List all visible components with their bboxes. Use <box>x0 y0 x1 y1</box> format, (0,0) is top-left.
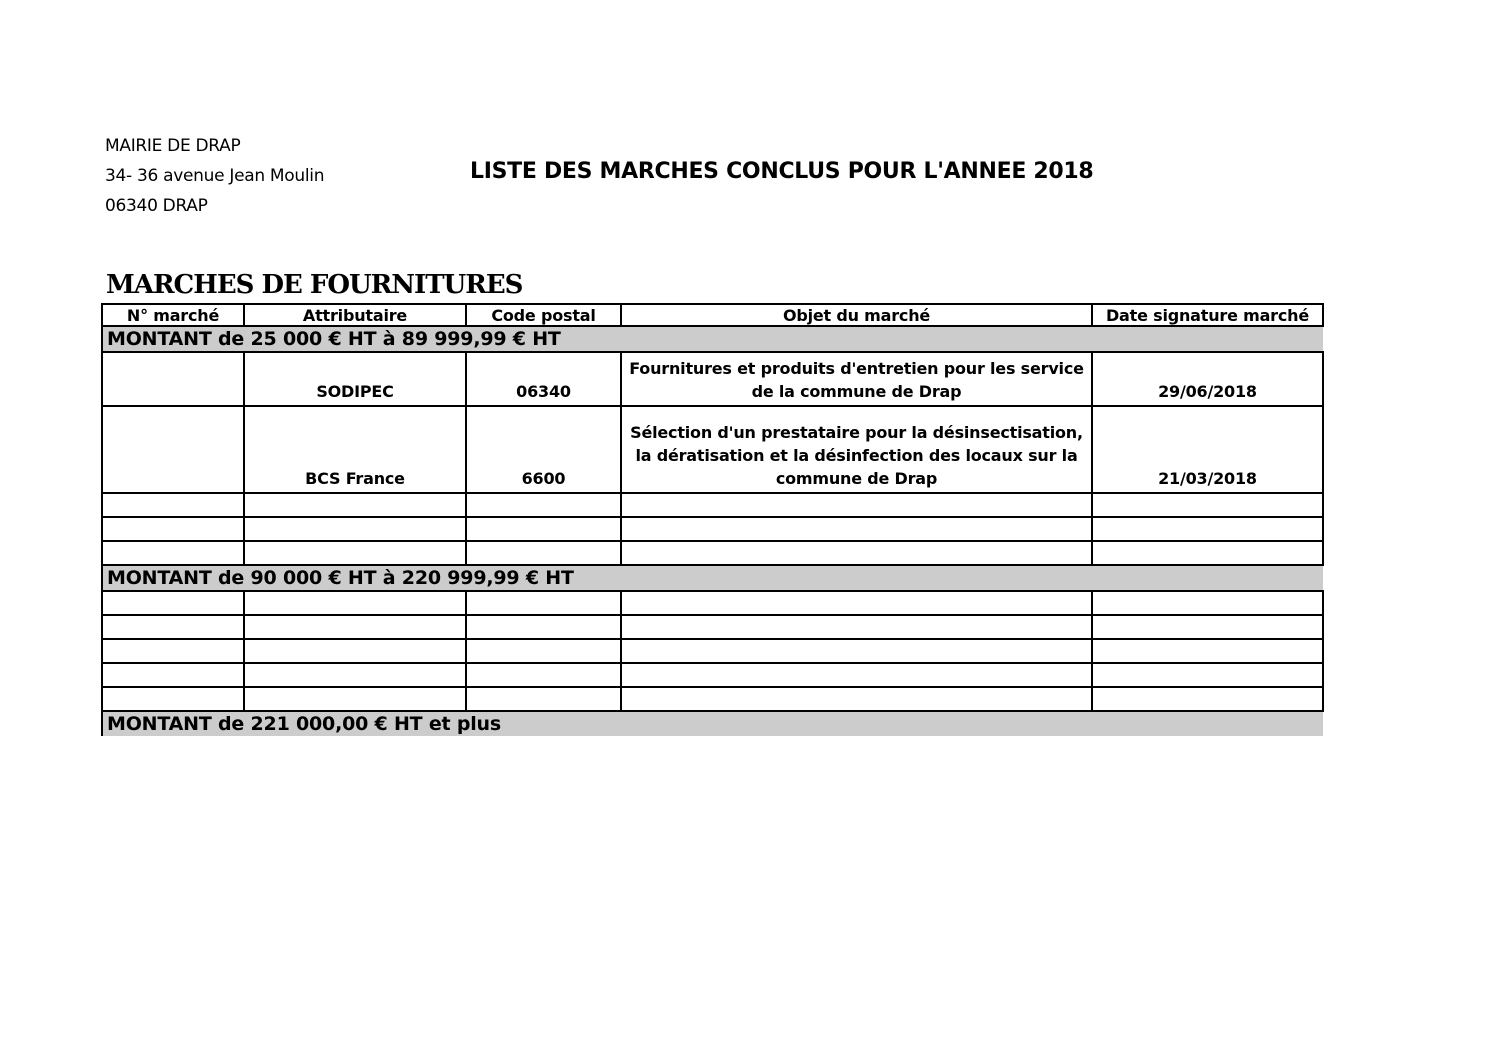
cell-numero <box>102 406 244 493</box>
col-header-numero: N° marché <box>102 304 244 326</box>
org-name: MAIRIE DE DRAP <box>105 136 241 156</box>
table-header-row <box>102 304 1323 326</box>
empty-row <box>102 591 1323 615</box>
organization-address <box>105 131 324 221</box>
cell-objet: Fournitures et produits d'entretien pour les service de la commune de Drap <box>621 352 1092 406</box>
col-header-attributaire: Attributaire <box>244 304 466 326</box>
amount-band-label: MONTANT de 221 000,00 € HT et plus <box>102 711 1323 736</box>
cell-date: 29/06/2018 <box>1092 352 1323 406</box>
section-title: MARCHES DE FOURNITURES <box>106 270 523 300</box>
cell-objet: Sélection d'un prestataire pour la désinsectisation, la dératisation et la désinfection des locaux sur la commune de Drap <box>621 406 1092 493</box>
empty-row <box>102 517 1323 541</box>
col-header-date: Date signature marché <box>1092 304 1323 326</box>
table-row <box>102 406 1323 493</box>
contracts-table <box>101 303 1324 736</box>
cell-attributaire: BCS France <box>244 406 466 493</box>
amount-band-label: MONTANT de 90 000 € HT à 220 999,99 € HT <box>102 565 1323 591</box>
cell-code-postal: 6600 <box>466 406 621 493</box>
amount-band-3 <box>102 711 1323 736</box>
empty-row <box>102 639 1323 663</box>
empty-row <box>102 493 1323 517</box>
empty-row <box>102 687 1323 711</box>
org-street: 34- 36 avenue Jean Moulin <box>105 166 325 186</box>
cell-attributaire: SODIPEC <box>244 352 466 406</box>
document-title: LISTE DES MARCHES CONCLUS POUR L'ANNEE 2018 <box>470 159 1094 184</box>
cell-date: 21/03/2018 <box>1092 406 1323 493</box>
cell-code-postal: 06340 <box>466 352 621 406</box>
amount-band-label: MONTANT de 25 000 € HT à 89 999,99 € HT <box>102 326 1323 352</box>
empty-row <box>102 663 1323 687</box>
amount-band-1 <box>102 326 1323 352</box>
amount-band-2 <box>102 565 1323 591</box>
org-city: 06340 DRAP <box>105 196 208 216</box>
table-row <box>102 352 1323 406</box>
col-header-objet: Objet du marché <box>621 304 1092 326</box>
empty-row <box>102 615 1323 639</box>
empty-row <box>102 541 1323 565</box>
cell-numero <box>102 352 244 406</box>
col-header-code-postal: Code postal <box>466 304 621 326</box>
